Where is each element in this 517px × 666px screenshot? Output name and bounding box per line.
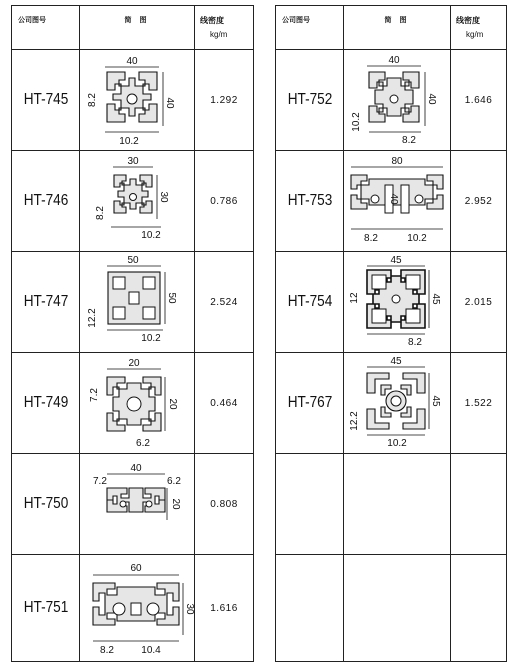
- profile-diagram: [80, 50, 195, 151]
- dim-bottom: 10.2: [407, 233, 427, 244]
- dim-bottom: 8.2: [408, 337, 422, 348]
- dim-left: 12: [349, 292, 360, 304]
- profile-drawing-747: [81, 254, 193, 350]
- profile-code: HT-745: [17, 50, 75, 151]
- table-row: [276, 151, 507, 252]
- profile-density: 1.616: [195, 555, 254, 662]
- dim-bottom: 6.2: [136, 438, 150, 449]
- header-code: 公司图号: [276, 6, 344, 50]
- dim-side: 40: [426, 93, 437, 105]
- table-row: [276, 50, 507, 151]
- dim-bottom: 10.2: [387, 438, 407, 449]
- table-row-empty: [276, 555, 507, 662]
- table-row: [12, 555, 254, 662]
- profile-drawing-753: [345, 153, 449, 249]
- profile-drawing-767: [345, 355, 449, 451]
- profile-code: HT-750: [17, 454, 75, 555]
- header-density-label: 线密度: [200, 16, 224, 25]
- profile-drawing-754: [345, 254, 449, 350]
- dim-left: 12.2: [87, 308, 98, 328]
- table-row: [12, 151, 254, 252]
- profile-density: 2.015: [451, 252, 507, 353]
- dim-left: 12.2: [349, 411, 360, 431]
- dim-side: 50: [166, 292, 177, 304]
- dim-bottom: 10.2: [141, 230, 161, 241]
- profile-code: HT-747: [17, 252, 75, 353]
- dim-left: 10.2: [351, 112, 362, 132]
- profile-density: 0.808: [195, 454, 254, 555]
- profile-code: [276, 454, 344, 555]
- dim-top: 45: [390, 255, 402, 266]
- dim-left: 7.2: [93, 476, 107, 487]
- profile-diagram: [80, 151, 195, 252]
- profile-diagram: [344, 50, 451, 151]
- table-row-empty: [276, 454, 507, 555]
- dim-bottom: 10.2: [119, 136, 139, 147]
- dim-left: 8.2: [87, 93, 98, 107]
- table-row: [12, 50, 254, 151]
- dim-side: 30: [158, 191, 169, 203]
- dim-side: 20: [170, 498, 181, 510]
- dim-right: 6.2: [167, 476, 181, 487]
- dim-left: 8.2: [100, 645, 114, 656]
- header-density: [451, 6, 507, 50]
- dim-bottom: 10.2: [141, 333, 161, 344]
- dim-top: 45: [390, 356, 402, 367]
- profile-code: HT-752: [281, 50, 339, 151]
- dim-side: 20: [167, 398, 178, 410]
- dim-side: 45: [430, 395, 441, 407]
- table-row: [12, 252, 254, 353]
- dim-top: 60: [130, 563, 142, 574]
- dim-top: 80: [391, 156, 403, 167]
- profile-diagram: [344, 353, 451, 454]
- profile-diagram: [80, 353, 195, 454]
- dim-side: 40: [164, 97, 175, 109]
- dim-top: 50: [127, 255, 139, 266]
- header-density-label: 线密度: [456, 16, 480, 25]
- table-header-row: [12, 6, 254, 50]
- profile-code: HT-751: [17, 555, 75, 662]
- profile-diagram: [80, 252, 195, 353]
- profile-diagram: [80, 555, 195, 662]
- profile-diagram: [344, 555, 451, 662]
- dim-left: 8.2: [364, 233, 378, 244]
- profile-diagram: [80, 454, 195, 555]
- table-row: [12, 353, 254, 454]
- profile-diagram: [344, 454, 451, 555]
- profile-density: 2.524: [195, 252, 254, 353]
- table-row: [12, 454, 254, 555]
- profile-code: HT-767: [281, 353, 339, 454]
- profile-density: [451, 454, 507, 555]
- dim-side: 45: [430, 293, 441, 305]
- profile-code: HT-746: [17, 151, 75, 252]
- dim-top: 40: [126, 56, 138, 67]
- profile-density: 1.522: [451, 353, 507, 454]
- profile-code: [276, 555, 344, 662]
- dim-top: 20: [128, 358, 140, 369]
- profile-density: [451, 555, 507, 662]
- table-row: [276, 353, 507, 454]
- profile-code: HT-753: [281, 151, 339, 252]
- profile-density: 0.464: [195, 353, 254, 454]
- profile-table-right: [275, 5, 507, 662]
- header-density-unit: kg/m: [466, 30, 484, 39]
- dim-side: 40: [388, 193, 399, 205]
- profile-diagram: [344, 252, 451, 353]
- table-header-row: [276, 6, 507, 50]
- profile-density: 1.646: [451, 50, 507, 151]
- header-density: [195, 6, 254, 50]
- dim-top: 40: [388, 55, 400, 66]
- profile-density: 2.952: [451, 151, 507, 252]
- profile-drawing-746: [81, 153, 193, 249]
- profile-drawing-751: [81, 557, 193, 659]
- dim-left: 8.2: [95, 206, 106, 220]
- header-code: 公司图号: [12, 6, 80, 50]
- profile-drawing-750: [81, 456, 193, 552]
- profile-code: HT-749: [17, 353, 75, 454]
- dim-left: 7.2: [89, 388, 100, 402]
- header-diagram: 简 图: [344, 6, 451, 50]
- dim-bottom: 8.2: [402, 135, 416, 146]
- dim-top: 30: [127, 156, 139, 167]
- profile-drawing-749: [81, 355, 193, 451]
- profile-density: 0.786: [195, 151, 254, 252]
- header-diagram: 简 图: [80, 6, 195, 50]
- profile-drawing-752: [345, 52, 449, 148]
- dim-bottom: 10.4: [141, 645, 161, 656]
- dim-top: 40: [130, 463, 142, 474]
- table-row: [276, 252, 507, 353]
- profile-diagram: [344, 151, 451, 252]
- dim-side: 30: [184, 603, 195, 615]
- profile-code: HT-754: [281, 252, 339, 353]
- profile-density: 1.292: [195, 50, 254, 151]
- profile-drawing-745: [81, 52, 193, 148]
- profile-table-left: [11, 5, 254, 662]
- header-density-unit: kg/m: [210, 30, 228, 39]
